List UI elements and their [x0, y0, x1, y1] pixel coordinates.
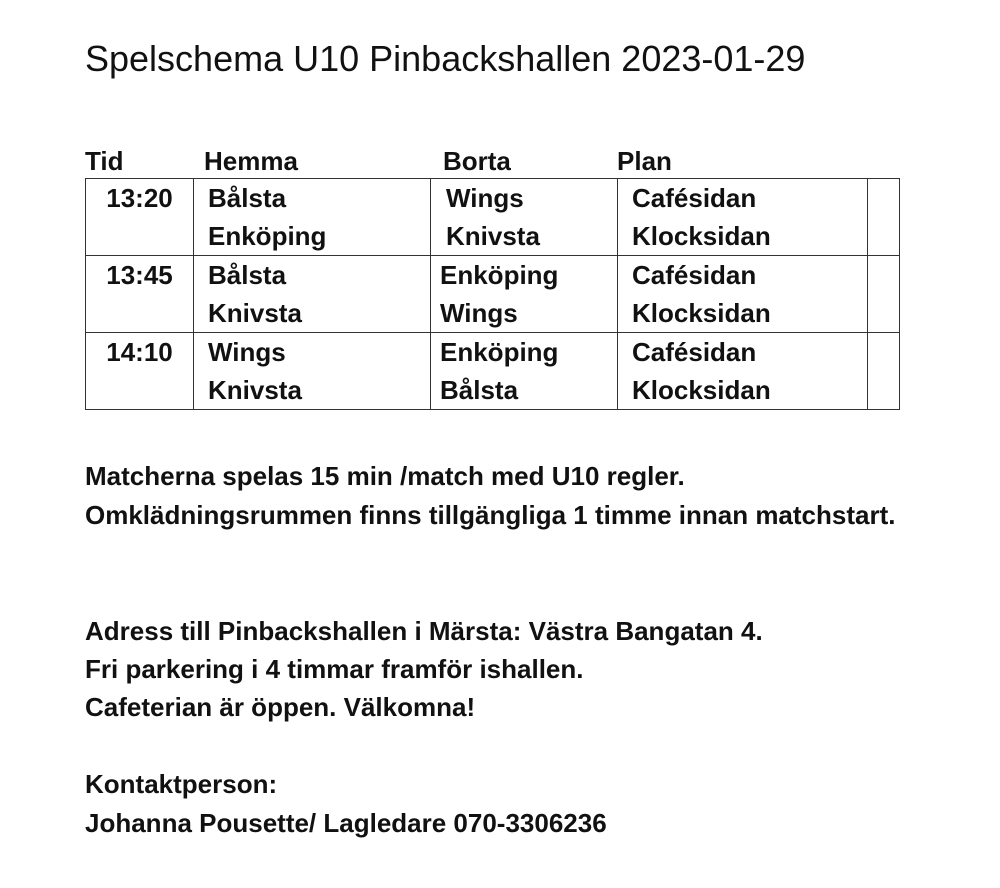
locker-room-text: Omklädningsrummen finns tillgängliga 1 timme innan matchstart.: [85, 500, 896, 530]
field-name: Cafésidan: [632, 337, 757, 367]
header-time: Tid: [85, 146, 124, 176]
home-cell: [194, 179, 431, 256]
field-name: Cafésidan: [632, 183, 757, 213]
away-team: Knivsta: [446, 221, 540, 251]
time-cell: [86, 333, 194, 410]
away-cell: [431, 179, 618, 256]
field-cell: [618, 256, 868, 333]
away-cell: [431, 333, 618, 410]
header-home: Hemma: [204, 146, 298, 176]
table-row: [86, 179, 900, 256]
schedule-table: [85, 178, 900, 410]
home-team: Knivsta: [208, 375, 302, 405]
contact-label: Kontaktperson:: [85, 769, 278, 799]
table-row: [86, 333, 900, 410]
contact-value: Johanna Pousette/ Lagledare 070-3306236: [85, 808, 607, 838]
header-away: Borta: [443, 146, 511, 176]
empty-cell: [868, 179, 900, 256]
home-team: Enköping: [208, 221, 327, 251]
field-name: Klocksidan: [632, 298, 771, 328]
away-team: Enköping: [440, 337, 559, 367]
time-cell: [86, 256, 194, 333]
table-row: [86, 256, 900, 333]
address-text: Adress till Pinbackshallen i Märsta: Västra Bangatan 4.: [85, 616, 763, 646]
field-cell: [618, 333, 868, 410]
empty-cell: [868, 333, 900, 410]
home-cell: [194, 333, 431, 410]
home-team: Bålsta: [208, 260, 287, 290]
away-team: Wings: [440, 298, 518, 328]
time-value: 13:45: [106, 260, 173, 290]
home-team: Wings: [208, 337, 286, 367]
home-cell: [194, 256, 431, 333]
empty-cell: [868, 256, 900, 333]
home-team: Bålsta: [208, 183, 287, 213]
cafeteria-text: Cafeterian är öppen. Välkomna!: [85, 692, 476, 722]
home-team: Knivsta: [208, 298, 302, 328]
field-name: Klocksidan: [632, 221, 771, 251]
away-team: Enköping: [440, 260, 559, 290]
field-name: Klocksidan: [632, 375, 771, 405]
document-title: Spelschema U10 Pinbackshallen 2023-01-29: [85, 38, 806, 79]
header-field: Plan: [617, 146, 672, 176]
time-cell: [86, 179, 194, 256]
away-cell: [431, 256, 618, 333]
parking-text: Fri parkering i 4 timmar framför ishallen.: [85, 654, 584, 684]
rules-text: Matcherna spelas 15 min /match med U10 regler.: [85, 461, 685, 491]
field-name: Cafésidan: [632, 260, 757, 290]
away-team: Bålsta: [440, 375, 519, 405]
time-value: 13:20: [106, 183, 173, 213]
field-cell: [618, 179, 868, 256]
away-team: Wings: [446, 183, 524, 213]
time-value: 14:10: [106, 337, 173, 367]
